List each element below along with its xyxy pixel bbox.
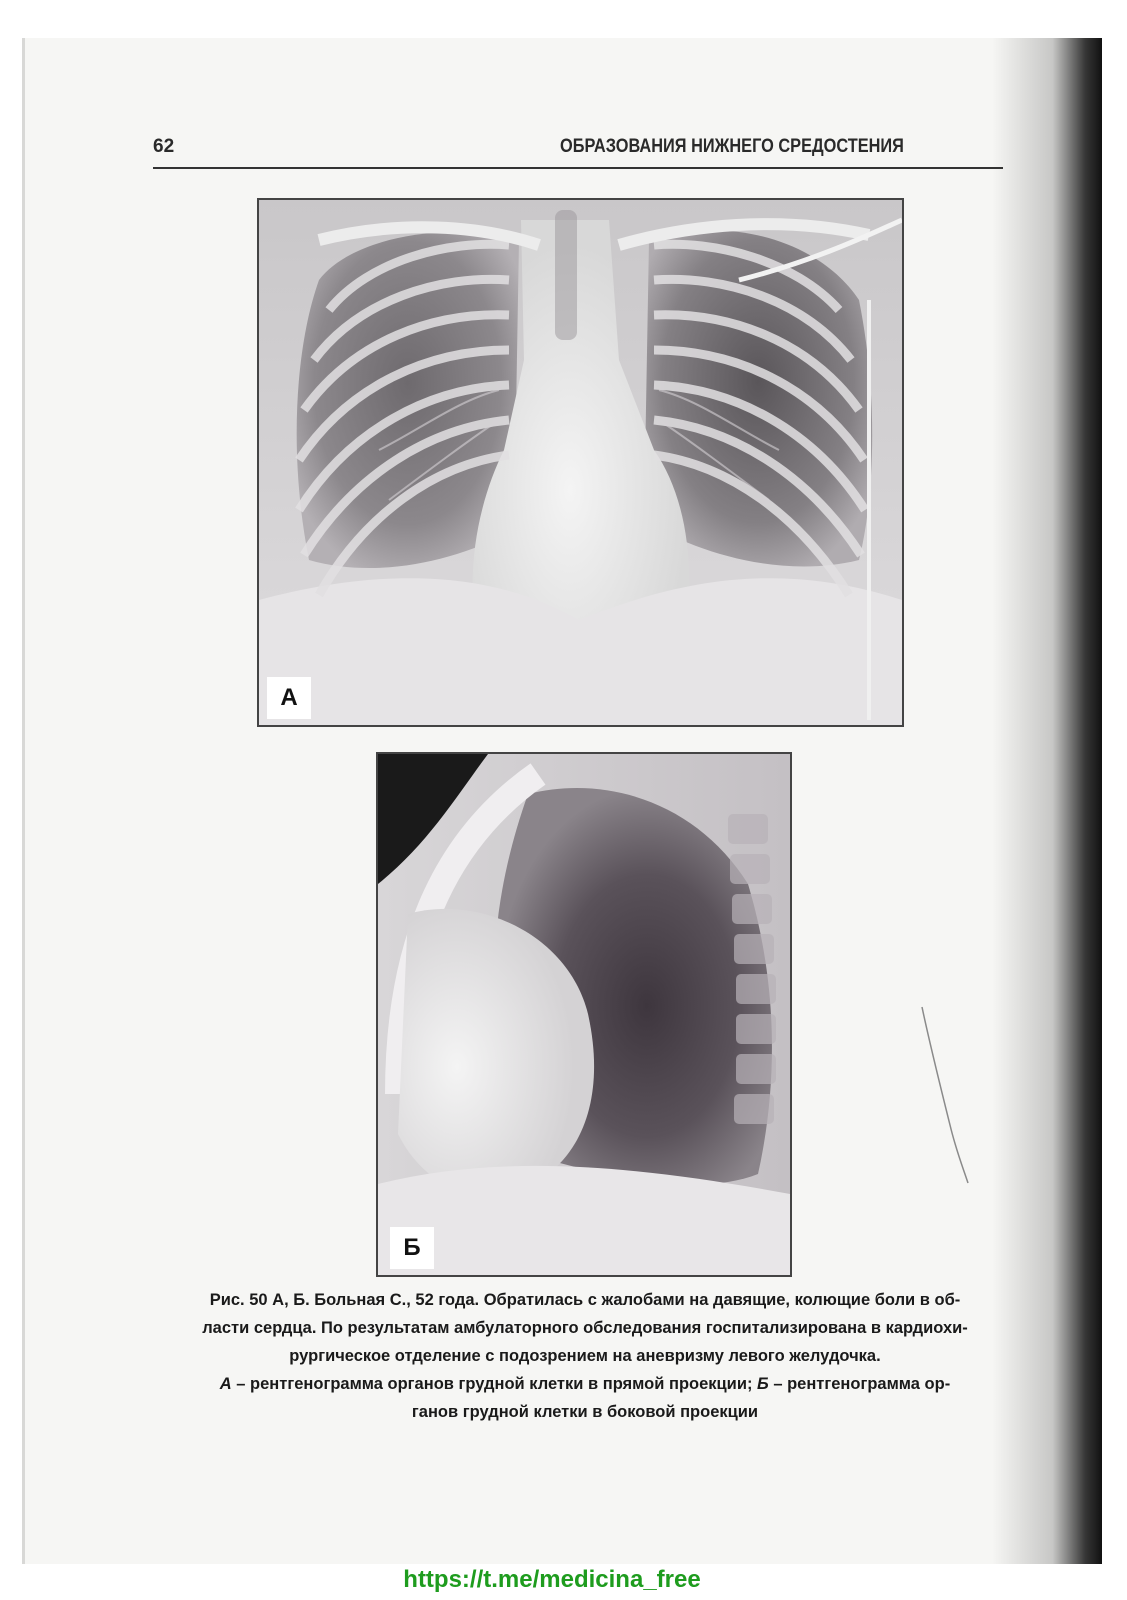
caption-line-5: ганов грудной клетки в боковой проекции xyxy=(411,1403,759,1421)
caption-line-3: рургическое отделение с подозрением на аневризму левого желудочка. xyxy=(289,1347,881,1365)
lateral-xray-image xyxy=(378,754,790,1275)
caption-a-text: – рентгенограмма органов грудной клетки в прямой проекции; xyxy=(231,1375,758,1393)
page-edge xyxy=(22,38,25,1564)
running-head: ОБРАЗОВАНИЯ НИЖНЕГО СРЕДОСТЕНИЯ xyxy=(560,136,904,157)
caption-a-label: А xyxy=(219,1375,232,1393)
figure-b-lateral-xray xyxy=(376,752,792,1277)
figure-a-frontal-xray xyxy=(257,198,904,727)
figure-caption xyxy=(150,1286,1020,1426)
caption-line-2: ласти сердца. По результатам амбулаторного обследования госпитализирована в кардиохи- xyxy=(202,1319,968,1337)
page-number: 62 xyxy=(153,136,175,157)
caption-b-label: Б xyxy=(757,1375,769,1393)
header-rule xyxy=(153,167,1003,169)
margin-pen-mark xyxy=(900,1005,980,1185)
footer-link[interactable]: https://t.me/medicina_free xyxy=(403,1566,701,1593)
panel-label-b: Б xyxy=(390,1227,434,1269)
frontal-xray-image xyxy=(259,200,902,725)
caption-line-4 xyxy=(150,1370,1020,1398)
caption-line-1: Рис. 50 А, Б. Больная С., 52 года. Обратилась с жалобами на давящие, колющие боли в об- xyxy=(209,1291,961,1309)
panel-label-a: А xyxy=(267,677,311,719)
caption-b-text: – рентгенограмма ор- xyxy=(768,1375,951,1393)
